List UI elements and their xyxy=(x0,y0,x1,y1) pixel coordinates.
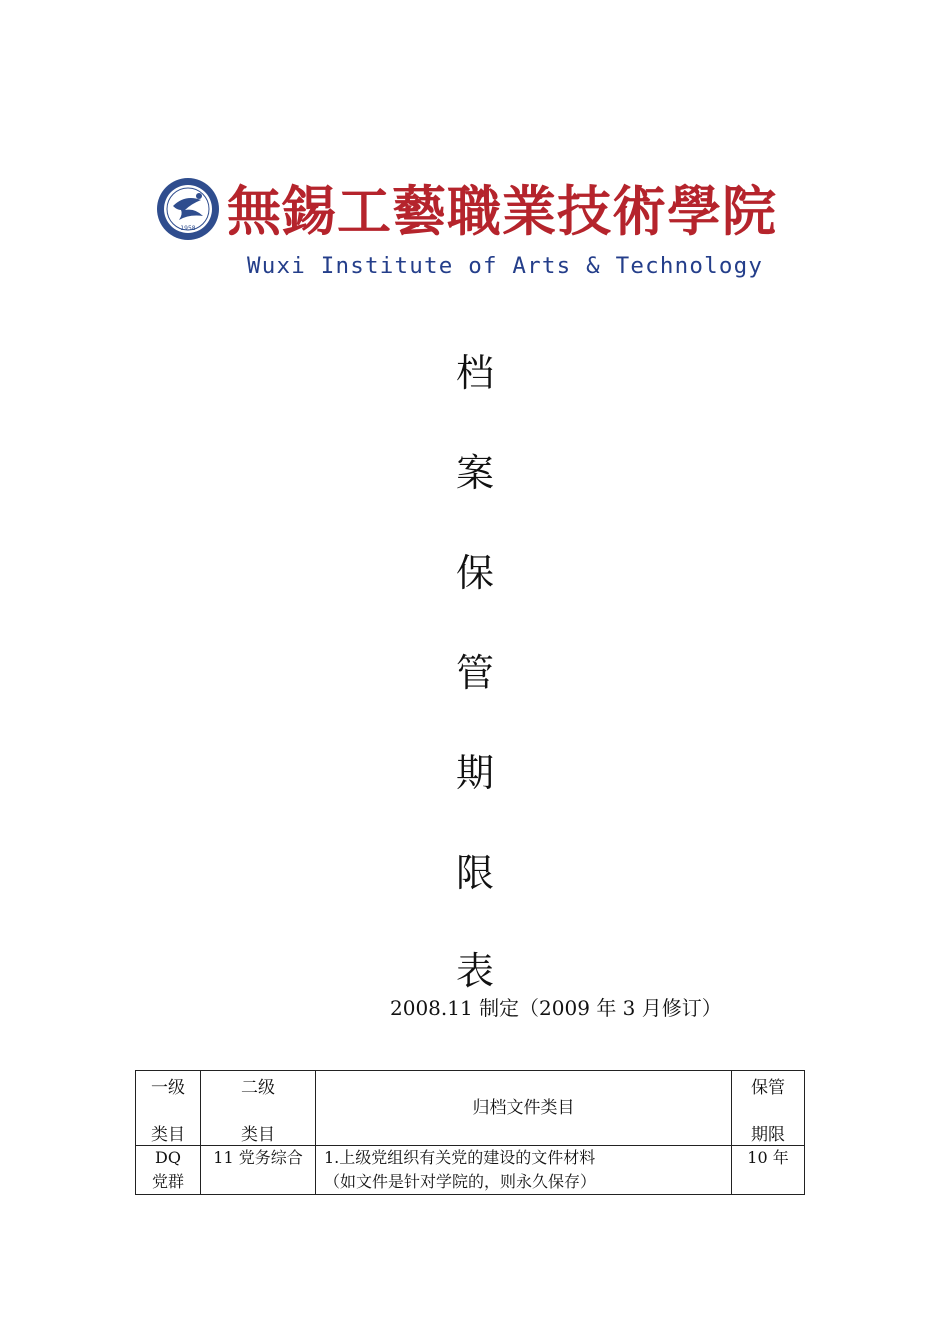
header-level2-top: 二级 xyxy=(241,1078,275,1098)
row-item-line1: 1.上级党组织有关党的建设的文件材料 xyxy=(324,1148,596,1167)
row-item-line2: （如文件是针对学院的，则永久保存） xyxy=(324,1172,597,1191)
row-level2-cell xyxy=(201,1146,316,1195)
row-level1-code: DQ xyxy=(155,1148,181,1167)
row-item-cell xyxy=(316,1146,732,1195)
header-period-top: 保管 xyxy=(751,1078,785,1098)
header-period xyxy=(732,1071,805,1146)
header-level1 xyxy=(136,1071,201,1146)
row-period-cell xyxy=(732,1146,805,1195)
row-level2-name: 11 党务综合 xyxy=(213,1148,303,1167)
row-level1-name: 党群 xyxy=(151,1172,184,1191)
title-char-4: 管 xyxy=(455,651,494,695)
header-level1-top: 一级 xyxy=(151,1078,185,1098)
title-char-2: 案 xyxy=(455,451,494,495)
retention-table xyxy=(135,1070,805,1195)
seal-year: 1958 xyxy=(180,225,196,232)
header-period-bottom: 期限 xyxy=(751,1125,785,1145)
revision-date: 2008.11 制定（2009 年 3 月修订） xyxy=(390,996,722,1020)
table-row xyxy=(136,1146,805,1195)
title-char-5: 期 xyxy=(455,751,494,795)
title-char-6: 限 xyxy=(455,851,494,895)
header-level1-bottom: 类目 xyxy=(151,1125,185,1145)
institution-chinese-name: 無錫工藝職業技術學院 xyxy=(227,179,777,243)
header-category xyxy=(316,1071,732,1146)
table-header-row xyxy=(136,1071,805,1146)
header-category-label: 归档文件类目 xyxy=(472,1098,575,1118)
institution-english-name: Wuxi Institute of Arts & Technology xyxy=(247,253,764,279)
institution-logo xyxy=(155,172,815,282)
row-period: 10 年 xyxy=(747,1148,789,1167)
seal-emblem-icon xyxy=(155,176,221,242)
title-char-1: 档 xyxy=(455,351,494,395)
row-level1-cell xyxy=(136,1146,201,1195)
header-level2 xyxy=(201,1071,316,1146)
header-level2-bottom: 类目 xyxy=(241,1125,275,1145)
title-char-7: 表 xyxy=(455,949,494,993)
title-char-3: 保 xyxy=(455,551,494,595)
